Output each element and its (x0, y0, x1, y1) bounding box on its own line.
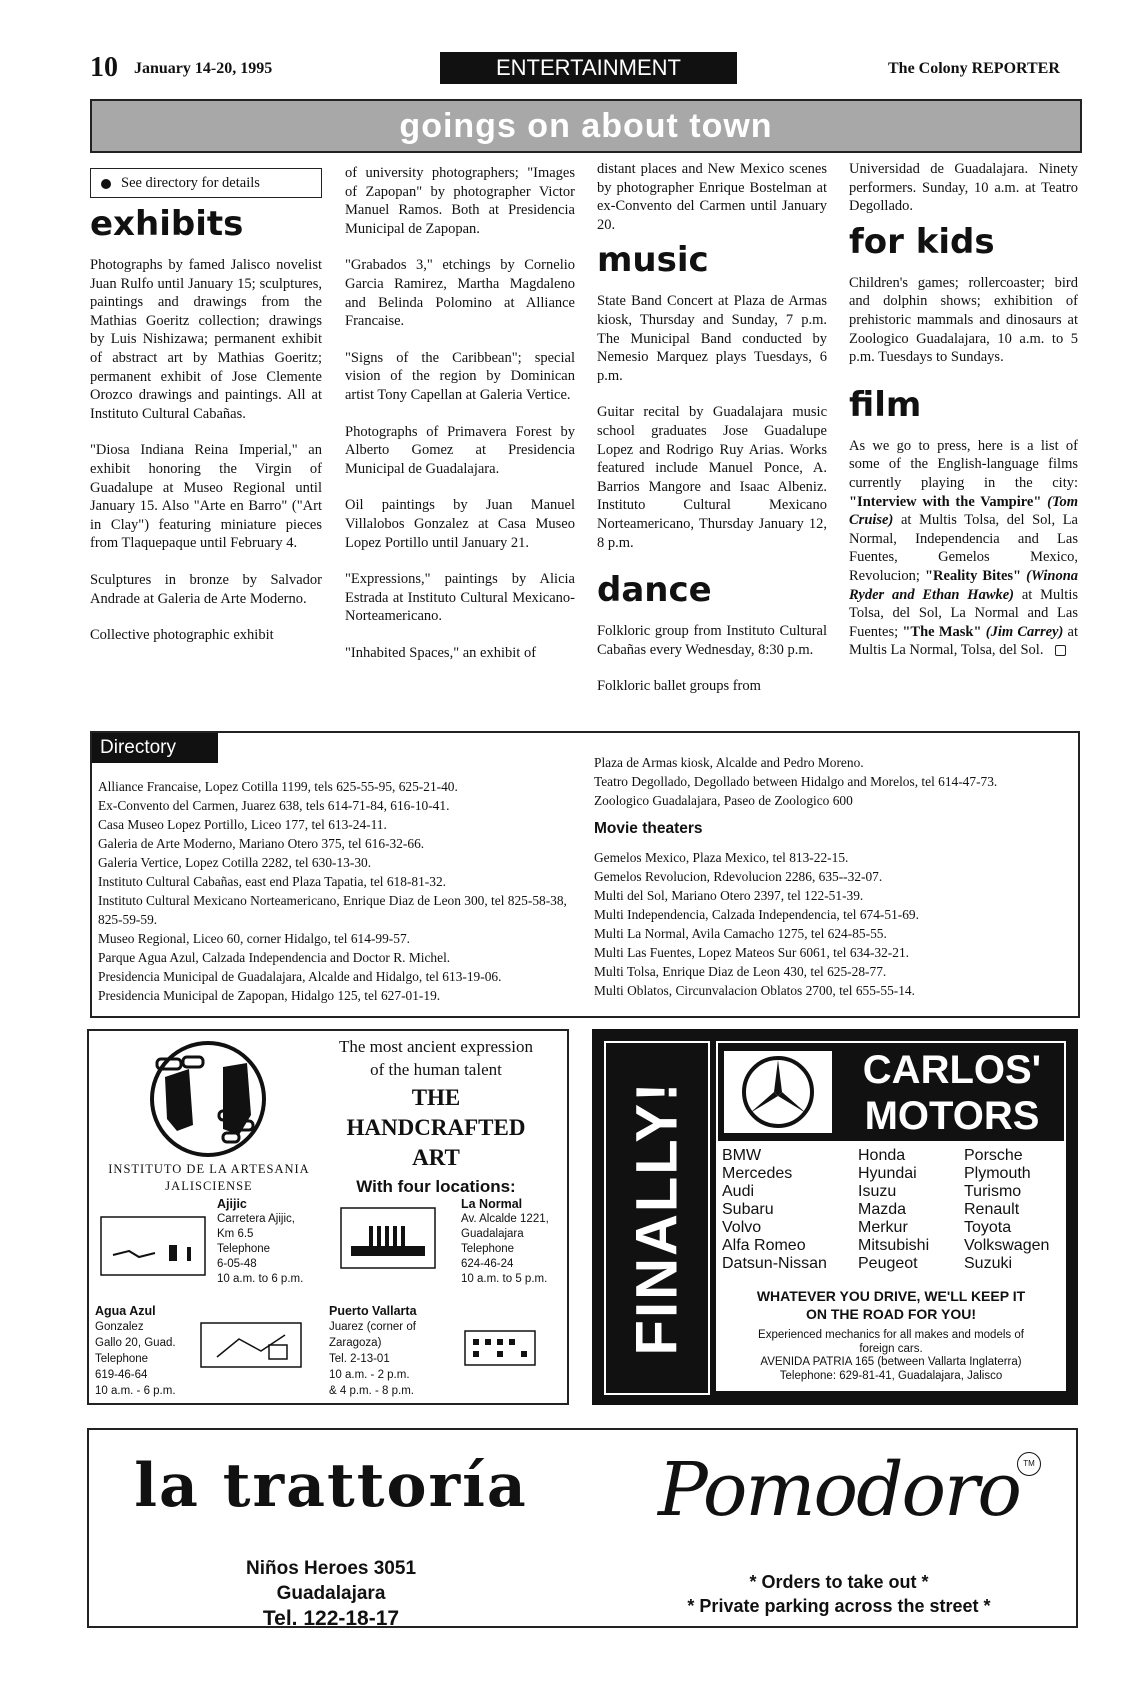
location-line: 10 a.m. - 6 p.m. (95, 1385, 176, 1397)
dance-heading: dance (597, 570, 712, 611)
brand-list-3 (964, 1147, 1064, 1273)
column-exhibits (90, 204, 322, 663)
movie-theater-entry: Gemelos Mexico, Plaza Mexico, tel 813-22-15. (594, 850, 849, 865)
page-number: 10 (90, 52, 118, 83)
exhibits-heading: exhibits (90, 204, 244, 244)
org-name-line: JALISCIENSE (165, 1179, 253, 1193)
film-venues: at Multis Tolsa, del Sol, La Normal, Independencia and Las Fuentes, Gemelos Mexico, Revolucion; (849, 512, 1078, 584)
movie-theater-entry: Multi del Sol, Mariano Otero 2397, tel 122-51-39. (594, 888, 864, 903)
film-cast: (Tom Cruise) (849, 493, 1079, 529)
trattoria-address (111, 1556, 551, 1631)
carlos-slogan (716, 1287, 1066, 1323)
finally-text: FINALLY! (624, 1080, 690, 1356)
music-item: Universidad de Guadalajara. Ninety performers. Sunday, 10 a.m. at Teatro Degollado. (849, 161, 1078, 215)
car-brand: Volkswagen (964, 1237, 1050, 1254)
exhibit-item: Photographs by famed Jalisco novelist Juan Rulfo until January 15; sculptures, paintings and drawings from the Mathias Goeritz collection; drawings by Luis Nishizawa; permanent exhibit of abstract art by Mathias Goeritz; permanent exhibit of Jose Clemente Orozco drawings and paintings. All at Instituto Cultural Cabañas. (90, 257, 322, 422)
car-brand: Volvo (722, 1219, 762, 1236)
exhibit-item: "Grabados 3," etchings by Cornelio Garcia Ramirez, Martha Magdaleno and Belinda Polomino at Alliance Francaise. (345, 257, 575, 330)
car-brand: Hyundai (858, 1165, 917, 1182)
exhibit-item: Collective photographic exhibit (90, 627, 274, 644)
location-line: Tel. 2-13-01 (329, 1353, 390, 1365)
film-venues: at Multis Tolsa, del Sol, La Normal and Las Fuentes; (849, 586, 1079, 640)
directory-entry: Presidencia Municipal de Zapopan, Hidalgo 125, tel 627-01-19. (98, 988, 441, 1003)
detail-line: foreign cars. (859, 1342, 923, 1355)
car-brand: Porsche (964, 1147, 1023, 1164)
carlos-ad-panel (716, 1041, 1066, 1391)
tagline-line: The most ancient expression (338, 1037, 534, 1056)
org-name (97, 1161, 321, 1195)
movie-theater-entry: Multi Oblatos, Circunvalacion Oblatos 2700, tel 655-55-14. (594, 983, 915, 998)
exhibit-item: "Signs of the Caribbean"; special vision of the region by Dominican artist Tony Capellan at Galeria Vertice. (345, 349, 575, 403)
trattoria-ad (87, 1428, 1078, 1628)
location-line: Carretera Ajijic, (217, 1213, 295, 1225)
directory-entry: Alliance Francaise, Lopez Cotilla 1199, tels 625-55-95, 625-21-40. (98, 779, 458, 794)
locations-subtitle: With four locations: (356, 1177, 516, 1196)
location-line: & 4 p.m. - 8 p.m. (329, 1385, 414, 1397)
directory-entry: Presidencia Municipal de Guadalajara, Alcalde and Hidalgo, tel 613-19-06. (98, 969, 502, 984)
location-name: La Normal (461, 1197, 523, 1211)
car-brand: Isuzu (858, 1183, 897, 1200)
location-line: Telephone (461, 1243, 515, 1255)
artesania-ad (87, 1029, 569, 1405)
film-venues: at Multis La Normal, Tolsa, del Sol. (849, 623, 1078, 659)
car-brand: Toyota (964, 1219, 1012, 1236)
car-brand: Merkur (858, 1219, 908, 1236)
location-line: 624-46-24 (461, 1258, 514, 1270)
location-line: Guadalajara (461, 1228, 524, 1240)
publication-name: The Colony REPORTER (888, 60, 1060, 77)
carlos-details (716, 1329, 1066, 1383)
directory-entry: Casa Museo Lopez Portillo, Liceo 177, tel 613-24-11. (98, 817, 387, 832)
tagline-line: of the human talent (370, 1060, 502, 1079)
directory-right-list (594, 753, 1074, 1000)
location-line: Juarez (corner of (329, 1321, 416, 1333)
column-music-dance (597, 160, 827, 714)
title-line: HANDCRAFTED (346, 1115, 526, 1140)
music-item: State Band Concert at Plaza de Armas kiosk, Thursday and Sunday, 7 p.m. The Municipal Band conducted by Nemesio Marquez plays Tuesdays, 6 p.m. (597, 293, 827, 384)
car-brand: Datsun-Nissan (722, 1255, 827, 1272)
dance-item: Folkloric group from Instituto Cultural Cabañas every Wednesday, 8:30 p.m. (597, 623, 827, 658)
exhibit-item: "Expressions," paintings by Alicia Estrada at Instituto Cultural Mexicano-Norteamericano. (345, 571, 575, 625)
film-cast: (Winona Ryder and Ethan Hawke) (849, 567, 1079, 603)
pomodoro-notes (609, 1570, 1069, 1618)
org-name-line: INSTITUTO DE LA ARTESANIA (108, 1162, 310, 1176)
location-la-normal (461, 1197, 565, 1287)
directory-entry: Parque Agua Azul, Calzada Independencia and Doctor R. Michel. (98, 950, 451, 965)
location-puerto-vallarta (329, 1303, 439, 1399)
note-line: * Private parking across the street * (687, 1596, 991, 1616)
directory-entry: Galeria de Arte Moderno, Mariano Otero 375, tel 616-32-66. (98, 836, 425, 851)
carlos-name (844, 1047, 1060, 1139)
agua-azul-sketch-icon (199, 1321, 303, 1369)
trattoria-phone: Tel. 122-18-17 (262, 1607, 400, 1630)
bullet-icon (101, 179, 111, 189)
pomodoro-logo: Pomodoro (658, 1447, 1020, 1533)
directory-entry: Instituto Cultural Cabañas, east end Plaza Tapatia, tel 618-81-32. (98, 874, 446, 889)
location-name: Puerto Vallarta (329, 1304, 417, 1318)
directory-entry: Plaza de Armas kiosk, Alcalde and Pedro Moreno. (594, 755, 864, 770)
film-title: "Interview with the Vampire" (849, 493, 1042, 510)
film-title: "Reality Bites" (924, 567, 1022, 584)
note-line: * Orders to take out * (749, 1572, 929, 1592)
movie-theater-entry: Multi Independencia, Calzada Independencia, tel 674-51-69. (594, 907, 919, 922)
directory-left-list (98, 777, 588, 1005)
legend-text: See directory for details (121, 175, 260, 191)
directory-label: Directory (92, 733, 218, 763)
section-label: ENTERTAINMENT (440, 52, 737, 84)
finally-panel (604, 1041, 710, 1395)
location-name: Agua Azul (95, 1304, 156, 1318)
issue-date: January 14-20, 1995 (134, 60, 273, 77)
exhibit-item: "Inhabited Spaces," an exhibit of (345, 644, 537, 661)
movie-theater-entry: Multi Tolsa, Enrique Diaz de Leon 430, tel 625-28-77. (594, 964, 887, 979)
location-line: Telephone (95, 1353, 149, 1365)
directory-entry: Museo Regional, Liceo 60, corner Hidalgo, tel 614-99-57. (98, 931, 410, 946)
exhibit-item: Photographs of Primavera Forest by Alberto Gomez at Presidencia Municipal de Guadalajara. (345, 423, 575, 477)
trattoria-logo: la trattoría (134, 1451, 528, 1521)
mercedes-star-icon (724, 1051, 832, 1133)
location-line: 10 a.m. - 2 p.m. (329, 1369, 410, 1381)
directory-entry: Zoologico Guadalajara, Paseo de Zoologico 600 (594, 793, 853, 808)
banner-title: goings on about town (399, 107, 773, 145)
detail-line: Experienced mechanics for all makes and models of (758, 1329, 1024, 1341)
exhibit-item: of university photographers; "Images of Zapopan" by photographer Victor Manuel Ramos. Both at Presidencia Municipal de Zapopan. (345, 165, 575, 237)
car-brand: Peugeot (858, 1255, 918, 1272)
film-cast: (Jim Carrey) (985, 623, 1064, 640)
trademark-mark: TM (1017, 1452, 1041, 1476)
ad-tagline (311, 1035, 561, 1081)
location-line: 10 a.m. to 5 p.m. (461, 1273, 548, 1285)
location-line: 10 a.m. to 6 p.m. (217, 1273, 304, 1285)
address-line: Guadalajara (276, 1583, 386, 1604)
exhibit-item: Sculptures in bronze by Salvador Andrade at Galeria de Arte Moderno. (90, 571, 322, 607)
directory-entry: Instituto Cultural Mexicano Norteamericano, Enrique Diaz de Leon 300, tel 825-58-38, 825-59-59. (98, 893, 567, 927)
carlos-address: AVENIDA PATRIA 165 (between Vallarta Inglaterra) (760, 1356, 1022, 1368)
exhibit-item: "Diosa Indiana Reina Imperial," an exhibit honoring the Virgin of Guadalupe at Museo Regional until January 15. Also "Arte en Barro" ("Art in Clay") featuring miniature pieces from Tlaquepaque until February 4. (90, 442, 322, 552)
dance-item: Folkloric ballet groups from (597, 678, 761, 695)
movie-theater-entry: Multi Las Fuentes, Lopez Mateos Sur 6061, tel 634-32-21. (594, 945, 910, 960)
directory-entry: Teatro Degollado, Degollado between Hidalgo and Morelos, tel 614-47-73. (594, 774, 998, 789)
carlos-name-line: CARLOS' (862, 1048, 1042, 1092)
location-line: Gallo 20, Guad. (95, 1337, 176, 1349)
location-line: Telephone (217, 1243, 271, 1255)
location-line: Gonzalez (95, 1321, 144, 1333)
music-item: Guitar recital by Guadalajara music school graduates Jose Guadalupe Lopez and Rodrigo Ruy Arias. Works featured include Manuel Ponce, A. Barrios Mangore and Isaac Albeniz. Instituto Cultural Mexicano Norteamericano, Thursday January 12, 8 p.m. (597, 404, 827, 551)
for-kids-heading: for kids (849, 221, 995, 262)
car-brand: Mazda (858, 1201, 907, 1218)
kids-item: Children's games; rollercoaster; bird and dolphin shows; exhibition of prehistoric mammals and dinosaurs at Zoologico Guadalajara, 10 a.m. to 5 p.m. Tuesdays to Sundays. (849, 274, 1078, 366)
location-agua-azul (95, 1303, 195, 1399)
slogan-line: WHATEVER YOU DRIVE, WE'LL KEEP IT (756, 1288, 1026, 1304)
ajijic-sketch-icon (99, 1215, 207, 1277)
hands-logo-icon (127, 1039, 289, 1159)
la-normal-sketch-icon (339, 1206, 437, 1270)
puerto-vallarta-sketch-icon (445, 1321, 555, 1373)
address-line: Niños Heroes 3051 (245, 1558, 417, 1579)
movie-theater-entry: Gemelos Revolucion, Rdevolucion 2286, 635--32-07. (594, 869, 883, 884)
end-mark-icon (1055, 645, 1066, 656)
location-ajijic (217, 1197, 327, 1287)
film-title: "The Mask" (902, 623, 982, 640)
carlos-header (718, 1043, 1064, 1141)
carlos-motors-ad (592, 1029, 1078, 1405)
carlos-phone: Telephone: 629-81-41, Guadalajara, Jalisco (779, 1369, 1003, 1382)
car-brand: Audi (722, 1183, 755, 1200)
movie-theater-entry: Multi La Normal, Avila Camacho 1275, tel 624-85-55. (594, 926, 887, 941)
car-brand: Renault (964, 1201, 1020, 1218)
film-lead: As we go to press, here is a list of some of the English-language films currently playing in the city: (849, 437, 1078, 491)
title-line: ART (412, 1145, 460, 1170)
car-brand: Plymouth (964, 1165, 1031, 1182)
location-line: Zaragoza) (329, 1337, 382, 1349)
car-brand: Honda (858, 1147, 906, 1164)
film-list (849, 437, 1078, 660)
movie-theaters-heading: Movie theaters (594, 820, 703, 837)
column-exhibits-continued (345, 164, 575, 680)
location-line: 619-46-64 (95, 1369, 148, 1381)
location-line: Km 6.5 (217, 1228, 254, 1240)
directory-box (90, 731, 1080, 1018)
exhibit-item: Oil paintings by Juan Manuel Villalobos Gonzalez at Casa Museo Lopez Portillo until January 21. (345, 497, 575, 551)
column-kids-film (849, 160, 1078, 660)
car-brand: Mitsubishi (858, 1237, 930, 1254)
exhibit-item: distant places and New Mexico scenes by photographer Enrique Bostelman at ex-Convento del Carmen until January 20. (597, 161, 827, 233)
directory-entry: Galeria Vertice, Lopez Cotilla 2282, tel 630-13-30. (98, 855, 372, 870)
brand-list-1 (722, 1147, 842, 1273)
music-heading: music (597, 240, 709, 281)
film-heading: film (849, 384, 922, 425)
car-brand: Turismo (964, 1183, 1022, 1200)
location-line: Av. Alcalde 1221, (461, 1213, 549, 1225)
section-banner (90, 99, 1082, 153)
carlos-name-line: MOTORS (864, 1094, 1040, 1138)
car-brand: Subaru (722, 1201, 774, 1218)
car-brand: Mercedes (722, 1165, 793, 1182)
directory-legend (90, 168, 322, 198)
location-name: Ajijic (217, 1197, 247, 1211)
car-brand: Suzuki (964, 1255, 1013, 1272)
location-line: 6-05-48 (217, 1258, 257, 1270)
title-line: THE (411, 1085, 461, 1110)
brand-list-2 (858, 1147, 962, 1273)
slogan-line: ON THE ROAD FOR YOU! (805, 1306, 977, 1322)
directory-entry: Ex-Convento del Carmen, Juarez 638, tels 614-71-84, 616-10-41. (98, 798, 450, 813)
car-brand: Alfa Romeo (722, 1237, 806, 1254)
car-brand: BMW (722, 1147, 762, 1164)
ad-title (311, 1083, 561, 1173)
